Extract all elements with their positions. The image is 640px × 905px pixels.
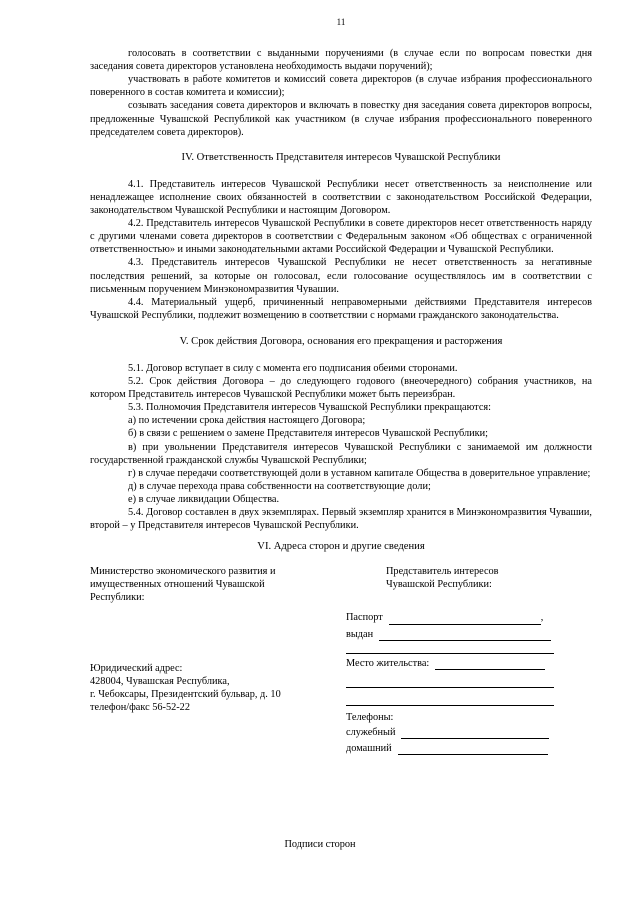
work-phone-label: служебный bbox=[346, 727, 396, 739]
residence-line-3 bbox=[346, 695, 554, 706]
residence-row bbox=[346, 657, 596, 670]
residence-line-row-2 bbox=[346, 675, 596, 688]
representative-name: Представитель интересов Чувашской Республики: bbox=[386, 566, 499, 591]
phones-label: Телефоны: bbox=[346, 712, 394, 724]
clause-5-3-e: е) в случае ликвидации Общества. bbox=[128, 493, 280, 505]
passport-label: Паспорт bbox=[346, 612, 383, 624]
issued-continuation-row bbox=[346, 641, 596, 654]
phones-row bbox=[346, 711, 596, 724]
ministry-column bbox=[90, 565, 320, 714]
home-phone-label: домашний bbox=[346, 743, 392, 755]
address-line: 428004, Чувашская Республика, bbox=[90, 675, 230, 687]
clause-5-4: 5.4. Договор составлен в двух экземплярах. Первый экземпляр хранится в Минэкономразвития Чувашии, второй – у Представителя интересов Чувашской Республики. bbox=[90, 507, 592, 532]
work-phone-line bbox=[401, 728, 549, 739]
work-phone-row bbox=[346, 726, 596, 739]
section-5-heading: V. Срок действия Договора, основания его прекращения и расторжения bbox=[179, 335, 503, 347]
passport-comma: , bbox=[540, 612, 544, 624]
intro-paragraph: созывать заседания совета директоров и включать в повестку дня заседания совета директоров вопросы, предложенные Чувашской Республикой как участником (в случае избрания профессионального поверенного председателем совета директоров). bbox=[90, 100, 592, 138]
clause-4-4: 4.4. Материальный ущерб, причиненный неправомерными действиями Представителя интересов Чувашской Республики, подлежит возмещению в соответствии с нормами гражданского законодательства. bbox=[90, 296, 592, 321]
home-phone-row bbox=[346, 742, 596, 755]
signatures-caption: Подписи сторон bbox=[284, 839, 356, 850]
addresses-block bbox=[90, 565, 592, 765]
clause-5-3-b: б) в связи с решением о замене Представителя интересов Чувашской Республики; bbox=[128, 428, 489, 440]
residence-line-row-3 bbox=[346, 693, 596, 706]
intro-paragraph: участвовать в работе комитетов и комиссий совета директоров (в случае избрания профессионального поверенного в состав комитета и комиссии); bbox=[90, 74, 592, 99]
clause-4-3: 4.3. Представитель интересов Чувашской Республики не несет ответственность за негативные последствия решений, за которые он голосовал, если голосование осуществлялось им в соответствии с письменным поручением Минэкономразвития Чувашии. bbox=[90, 257, 592, 295]
residence-line bbox=[435, 659, 545, 670]
clause-5-3-g: г) в случае передачи соответствующей доли в уставном капитале Общества в доверительное управление; bbox=[128, 467, 591, 479]
legal-address-label: Юридический адрес: bbox=[90, 662, 183, 674]
home-phone-line bbox=[398, 744, 548, 755]
address-line: г. Чебоксары, Президентский бульвар, д. 10 bbox=[90, 688, 281, 700]
clause-5-3-d: д) в случае перехода права собственности на соответствующие доли; bbox=[128, 480, 431, 492]
clause-4-1: 4.1. Представитель интересов Чувашской Республики несет ответственность за неисполнение или ненадлежащее исполнение своих обязанностей в соответствии с законодательством Российской Федерации, законодательством Чувашской Республики и настоящим Договором. bbox=[90, 178, 592, 217]
section-4-heading: IV. Ответственность Представителя интересов Чувашской Республики bbox=[181, 151, 501, 163]
issued-label: выдан bbox=[346, 628, 374, 640]
issued-line-2 bbox=[346, 643, 554, 654]
issued-line bbox=[379, 630, 551, 641]
page-number: 11 bbox=[336, 17, 346, 27]
passport-row bbox=[346, 611, 596, 624]
representative-column bbox=[346, 565, 596, 755]
ministry-name: Министерство экономического развития и имущественных отношений Чувашской Республики: bbox=[90, 566, 276, 604]
clause-5-2: 5.2. Срок действия Договора – до следующего годового (внеочередного) собрания участников, на котором Представитель интересов Чувашской Республики может быть переизбран. bbox=[90, 376, 592, 401]
intro-paragraph: голосовать в соответствии с выданными поручениями (в случае если по вопросам повестки дня заседания совета директоров установлена необходимость выдачи поручений); bbox=[90, 48, 592, 73]
issued-row bbox=[346, 628, 596, 641]
passport-line bbox=[389, 614, 541, 625]
clause-5-3: 5.3. Полномочия Представителя интересов Чувашской Республики прекращаются: bbox=[128, 402, 491, 414]
clause-5-3-a: а) по истечении срока действия настоящего Договора; bbox=[128, 415, 366, 427]
clause-5-3-v: в) при увольнении Представителя интересов Чувашской Республики с занимаемой им должности государственной гражданской службы Чувашской Республики; bbox=[90, 441, 592, 466]
clause-4-2: 4.2. Представитель интересов Чувашской Республики в совете директоров несет ответственность наряду с другими членами совета директоров в соответствии с Федеральным законом «Об обществах с ограниченной ответственностью» и иными законодательными актами Российской Федерации и Чувашской Республики. bbox=[90, 218, 592, 256]
residence-line-2 bbox=[346, 677, 554, 688]
residence-label: Место жительства: bbox=[346, 657, 430, 669]
clause-5-1: 5.1. Договор вступает в силу с момента его подписания обеими сторонами. bbox=[128, 362, 458, 374]
address-line: телефон/факс 56-52-22 bbox=[90, 701, 190, 713]
section-6-heading: VI. Адреса сторон и другие сведения bbox=[257, 541, 425, 553]
